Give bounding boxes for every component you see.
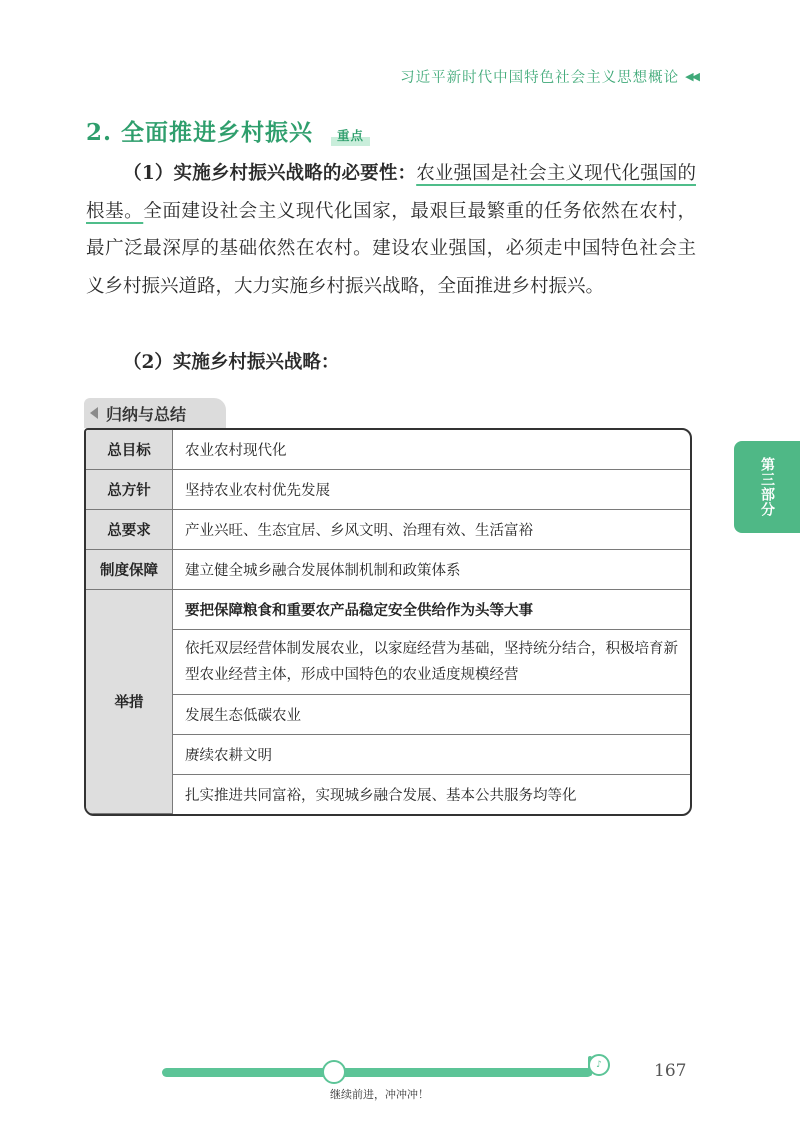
- row-value: 建立健全城乡融合发展体制机制和政策体系: [173, 550, 690, 590]
- table-row: [86, 695, 690, 735]
- tab-arrow-icon: [90, 407, 98, 419]
- measure-item: 发展生态低碳农业: [173, 695, 690, 735]
- measure-item: 赓续农耕文明: [173, 735, 690, 775]
- double-arrow-left-icon: ◀◀: [685, 70, 698, 83]
- section-title-text: 2. 全面推进乡村振兴: [86, 119, 314, 146]
- part-side-tab-label: 第三部分: [759, 457, 775, 517]
- key-point-badge: 重点: [331, 126, 370, 146]
- row-value: 坚持农业农村优先发展: [173, 470, 690, 510]
- section-title: [86, 114, 370, 147]
- paragraph-strategy-lead: （2）实施乡村振兴战略：: [123, 352, 340, 373]
- summary-tab-label: 归纳与总结: [106, 404, 187, 424]
- measure-item: 依托双层经营体制发展农业，以家庭经营为基础，坚持统分结合，积极培育新型农业经营主体，形成中国特色的农业适度规模经营: [173, 630, 690, 695]
- paragraph-necessity-body: 全面建设社会主义现代化国家，最艰巨最繁重的任务依然在农村，最广泛最深厚的基础依然在农村。建设农业强国，必须走中国特色社会主义乡村振兴道路，大力实施乡村振兴战略，全面推进乡村振兴。: [86, 200, 696, 297]
- table-row: [86, 550, 690, 590]
- measure-item: 扎实推进共同富裕，实现城乡融合发展、基本公共服务均等化: [185, 788, 577, 804]
- table-row: [86, 470, 690, 510]
- running-header: [400, 66, 698, 87]
- row-value: 产业兴旺、生态宜居、乡风文明、治理有效、生活富裕: [173, 510, 690, 550]
- table-row: [86, 630, 690, 695]
- table-row: [86, 590, 690, 630]
- footer-knob-icon: [322, 1060, 346, 1084]
- measures-label: 举措: [86, 590, 173, 814]
- row-label: 总方针: [86, 470, 173, 510]
- paragraph-necessity-underlined: 农业强国是社会主义现代化强国的根基。: [86, 163, 696, 222]
- row-label: 总要求: [86, 510, 173, 550]
- row-value: 农业农村现代化: [173, 430, 690, 470]
- table-row: [86, 735, 690, 775]
- table-row: [86, 775, 690, 814]
- footer-progress-bar: [162, 1068, 592, 1077]
- paragraph-necessity: [86, 155, 696, 305]
- table-row: [86, 510, 690, 550]
- row-label: 总目标: [86, 430, 173, 470]
- table-row: [86, 430, 690, 470]
- row-label: 制度保障: [86, 550, 173, 590]
- music-note-icon: ♪: [588, 1054, 610, 1076]
- running-header-title: 习近平新时代中国特色社会主义思想概论: [400, 70, 680, 86]
- paragraph-necessity-lead: （1）实施乡村振兴战略的必要性：: [123, 163, 417, 184]
- part-side-tab[interactable]: [734, 441, 800, 533]
- summary-table: [84, 428, 692, 816]
- measure-item: 要把保障粮食和重要农产品稳定安全供给作为头等大事: [173, 590, 690, 630]
- summary-tab: [84, 398, 226, 428]
- page-number: 167: [654, 1061, 687, 1081]
- footer-slogan: 继续前进，冲冲冲！: [330, 1088, 429, 1101]
- paragraph-strategy: [86, 344, 696, 382]
